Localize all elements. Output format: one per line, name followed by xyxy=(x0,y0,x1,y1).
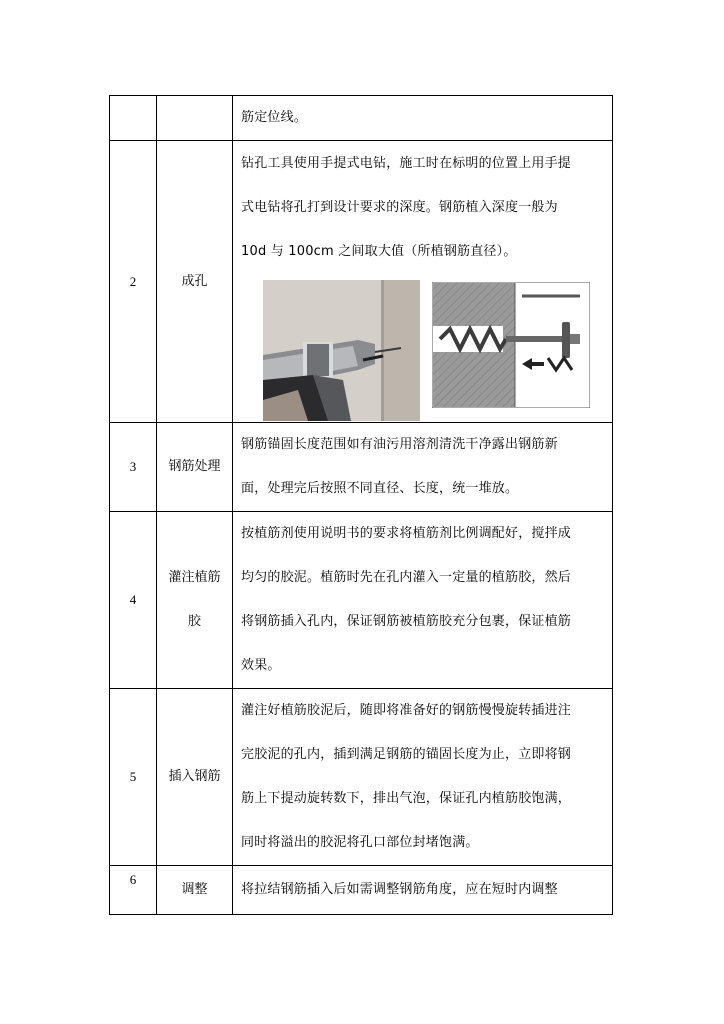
drilling-photo xyxy=(263,280,420,421)
description-line: 钢筋锚固长度范围如有油污用溶剂清洗干净露出钢筋新 xyxy=(241,437,558,452)
description-line: 灌注好植筋胶泥后，随即将准备好的钢筋慢慢旋转插进注 xyxy=(241,703,572,718)
step-number: 6 xyxy=(110,866,157,915)
step-number: 2 xyxy=(110,141,157,423)
description-line: 10d 与 100cm 之间取大值（所植钢筋直径）。 xyxy=(241,244,517,259)
table-row xyxy=(110,866,613,915)
table-row xyxy=(110,512,613,689)
table-row xyxy=(110,423,613,512)
step-name: 调整 xyxy=(157,866,233,915)
step-name: 钢筋处理 xyxy=(157,423,233,512)
step-description xyxy=(233,96,613,141)
description-line: 式电钻将孔打到设计要求的深度。钢筋植入深度一般为 xyxy=(241,200,558,215)
description-line: 将拉结钢筋插入后如需调整钢筋角度，应在短时内调整 xyxy=(241,882,558,897)
step-description xyxy=(233,512,613,689)
step-description xyxy=(233,141,613,423)
description-line: 效果。 xyxy=(241,658,281,673)
description-line: 同时将溢出的胶泥将孔口部位封堵饱满。 xyxy=(241,835,479,850)
step-description xyxy=(233,866,613,915)
step-description xyxy=(233,423,613,512)
step-description xyxy=(233,689,613,866)
drilling-diagram xyxy=(432,282,590,408)
step-number xyxy=(110,96,157,141)
step-name-line: 胶 xyxy=(187,614,201,629)
construction-steps-table xyxy=(109,95,613,915)
description-line: 均匀的胶泥。植筋时先在孔内灌入一定量的植筋胶，然后 xyxy=(241,570,572,585)
description-line: 完胶泥的孔内，插到满足钢筋的锚固长度为止，立即将钢 xyxy=(241,747,572,762)
description-line: 面，处理完后按照不同直径、长度，统一堆放。 xyxy=(241,481,519,496)
table-row xyxy=(110,96,613,141)
description-line: 按植筋剂使用说明书的要求将植筋剂比例调配好，搅拌成 xyxy=(241,526,572,541)
description-line: 筋定位线。 xyxy=(241,110,308,125)
description-line: 将钢筋插入孔内，保证钢筋被植筋胶充分包裹，保证植筋 xyxy=(241,614,572,629)
step-number: 3 xyxy=(110,423,157,512)
step-name xyxy=(157,512,233,689)
description-line: 筋上下提动旋转数下，排出气泡，保证孔内植筋胶饱满， xyxy=(241,791,572,806)
description-line: 钻孔工具使用手提式电钻，施工时在标明的位置上用手提 xyxy=(241,156,572,171)
step-name xyxy=(157,96,233,141)
step-number: 5 xyxy=(110,689,157,866)
step-name-line: 灌注植筋 xyxy=(168,570,221,585)
table-row xyxy=(110,141,613,423)
drilling-figures xyxy=(263,280,608,421)
step-name: 插入钢筋 xyxy=(157,689,233,866)
table-row xyxy=(110,689,613,866)
step-number: 4 xyxy=(110,512,157,689)
step-name: 成孔 xyxy=(157,141,233,423)
